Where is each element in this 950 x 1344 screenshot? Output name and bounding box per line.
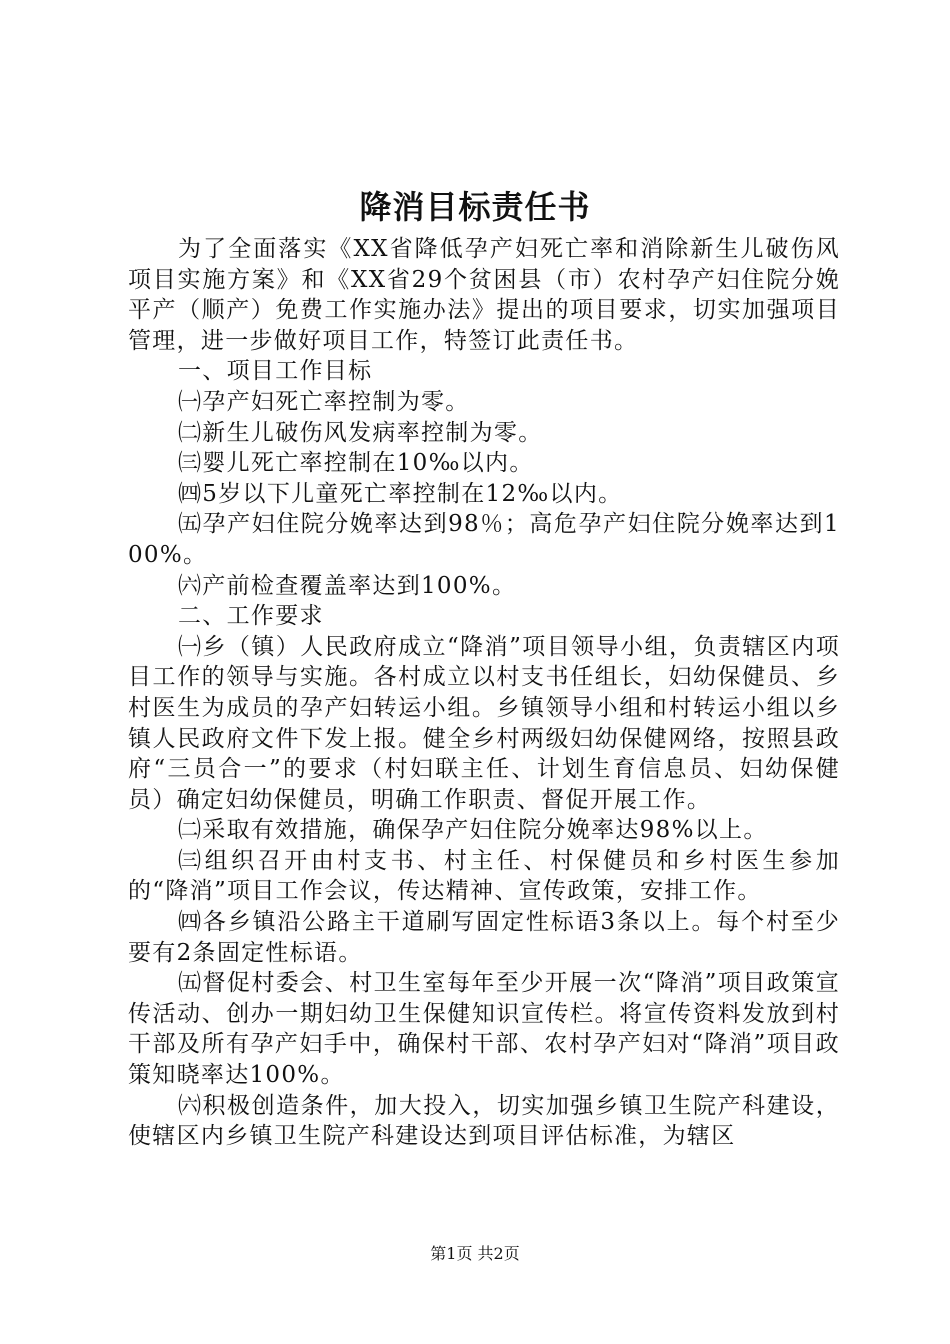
goal-item-4: ㈣5岁以下儿童死亡率控制在12‰以内。 — [178, 480, 623, 507]
goal-item-6: ㈥产前检查覆盖率达到100%。 — [178, 572, 517, 599]
goal-item-1: ㈠孕产妇死亡率控制为零。 — [178, 388, 470, 415]
requirement-item-3: ㈢组织召开由村支书、村主任、村保健员和乡村医生参加的“降消”项目工作会议，传达精神、宣传政策，安排工作。 — [128, 847, 840, 905]
requirement-item-4: ㈣各乡镇沿公路主干道刷写固定性标语3条以上。每个村至少要有2条固定性标语。 — [128, 909, 840, 966]
requirement-item-2: ㈡采取有效措施，确保孕产妇住院分娩率达98%以上。 — [178, 817, 768, 844]
requirement-item-6: ㈥积极创造条件，加大投入，切实加强乡镇卫生院产科建设，使辖区内乡镇卫生院产科建设达到项目评估标准，为辖区 — [128, 1092, 840, 1150]
page-number-footer: 第1页 共2页 — [430, 1244, 520, 1263]
goal-item-5: ㈤孕产妇住院分娩率达到98％；高危孕产妇住院分娩率达到100%。 — [128, 511, 840, 568]
goal-item-2: ㈡新生儿破伤风发病率控制为零。 — [178, 419, 543, 446]
section-heading-goals: 一、项目工作目标 — [178, 358, 373, 385]
paragraph-intro: 为了全面落实《XX省降低孕产妇死亡率和消除新生儿破伤风项目实施方案》和《XX省29个贫困县（市）农村孕产妇住院分娩平产（顺产）免费工作实施办法》提出的项目要求，切实加强项目管理，进一步做好项目工作，特签订此责任书。 — [128, 236, 840, 354]
document-title: 降消目标责任书 — [359, 188, 591, 226]
section-heading-requirements: 二、工作要求 — [178, 603, 324, 630]
goal-item-3: ㈢婴儿死亡率控制在10‰以内。 — [178, 450, 534, 477]
document-body — [128, 234, 840, 1152]
requirement-item-1: ㈠乡（镇）人民政府成立“降消”项目领导小组，负责辖区内项目工作的领导与实施。各村成立以村支书任组长，妇幼保健员、乡村医生为成员的孕产妇转运小组。乡镇领导小组和村转运小组以乡镇人民政府文件下发上报。健全乡村两级妇幼保健网络，按照县政府“三员合一”的要求（村妇联主任、计划生育信息员、妇幼保健员）确定妇幼保健员，明确工作职责、督促开展工作。 — [128, 633, 840, 813]
requirement-item-5: ㈤督促村委会、村卫生室每年至少开展一次“降消”项目政策宣传活动、创办一期妇幼卫生保健知识宣传栏。将宣传资料发放到村干部及所有孕产妇手中，确保村干部、农村孕产妇对“降消”项目政策知晓率达100%。 — [128, 970, 840, 1089]
